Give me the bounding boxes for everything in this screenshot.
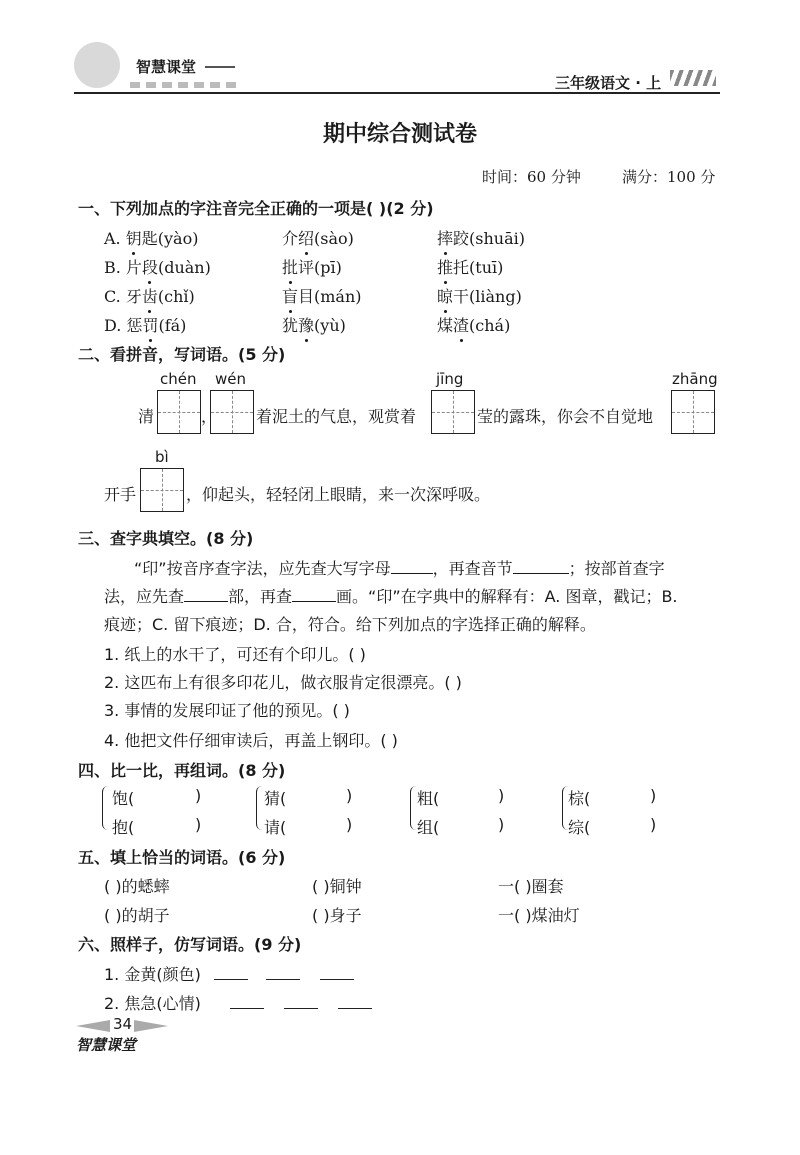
q4-word-1a: 饱( [112,789,135,808]
tianzi-box-5[interactable] [140,468,184,512]
q6-item-2: 2. 焦急(心情) [104,994,201,1013]
q4-word-2b: 请( [264,818,287,837]
page-number: 34 [113,1015,133,1033]
pinyin-jing: jīng [436,370,464,388]
blank-radical[interactable] [184,585,228,602]
q3-para-seg4: 法，应先查 [104,587,185,606]
q2-text-line2: ，仰起头，轻轻闭上眼睛，来一次深呼吸。 [186,485,491,504]
pinyin-bi: bì [155,448,169,466]
q1-heading: 一、下列加点的字注音完全正确的一项是( )(2 分) [78,199,434,218]
q6-item-1: 1. 金黄(颜色) [104,965,201,984]
exam-score: 满分：100 分 [622,168,716,186]
q6-blank-2a[interactable] [230,1008,264,1009]
q4-close-4b: ) [650,815,657,834]
q2-text-kaishou: 开手 [104,485,137,504]
q1-d-1: D. 惩罚(fá) [104,313,186,336]
q6-blank-1b[interactable] [266,979,300,980]
q6-blank-2c[interactable] [338,1008,372,1009]
q3-para-line3: 痕迹；C. 留下痕迹；D. 合，符合。给下列加点的字选择正确的解释。 [104,615,596,634]
q6-blank-1c[interactable] [320,979,354,980]
q1-c-1: C. 牙齿(chǐ) [104,284,195,307]
tianzi-box-4[interactable] [671,390,715,434]
q4-heading: 四、比一比，再组词。(8 分) [78,761,286,780]
q3-para-seg1: “印”按音序查字法，应先查大写字母 [134,559,391,578]
header-brand: 智慧课堂 [136,58,197,76]
q4-brace-2 [256,786,263,830]
q4-word-3b: 组( [417,818,440,837]
q1-c-2: 盲目(mán) [282,284,362,307]
q4-word-3a: 粗( [417,789,440,808]
q2-text-end: 莹的露珠，你会不自觉地 [477,407,654,426]
q1-a-2: 介绍(sào) [282,226,354,249]
q3-para-line2 [104,584,678,607]
q4-close-2a: ) [346,786,353,805]
q3-heading: 三、查字典填空。(8 分) [78,529,254,548]
q5-r2-3: 一( )煤油灯 [498,906,580,925]
q2-text-qing: 清 [138,407,155,426]
q3-para-seg6: 画。“印”在字典中的解释有：A. 图章，戳记；B. [336,587,678,606]
footer-arrow-right-icon [134,1020,168,1032]
blank-letter[interactable] [391,557,433,574]
q6-blank-2b[interactable] [284,1008,318,1009]
q3-item-2: 2. 这匹布上有很多印花儿，做衣服肯定很漂亮。( ) [104,673,462,692]
q4-word-2a: 猜( [264,789,287,808]
q3-para-seg5: 部，再查 [228,587,293,606]
q5-r1-3: 一( )圈套 [498,877,564,896]
pinyin-chen: chén [160,370,197,388]
footer-brand: 智慧课堂 [76,1036,137,1054]
q1-b-1: B. 片段(duàn) [104,255,211,278]
header-logo [74,42,120,88]
q1-b-3: 推托(tuī) [437,255,503,278]
pinyin-zhang: zhāng [672,370,718,388]
q2-comma: ， [201,407,218,426]
q4-brace-1 [102,786,109,830]
exam-time: 时间：60 分钟 [482,168,581,186]
tianzi-box-2[interactable] [210,390,254,434]
q4-close-1b: ) [195,815,202,834]
q4-close-3b: ) [498,815,505,834]
q4-word-4a: 棕( [568,789,591,808]
q6-blank-1a[interactable] [214,979,248,980]
q3-para-seg2: ，再查音节 [432,559,513,578]
q5-r2-2: ( )身子 [312,906,362,925]
q3-para-line1 [134,556,665,579]
header-rule [74,92,720,94]
q4-close-2b: ) [346,815,353,834]
header-bars [130,82,240,88]
tianzi-box-1[interactable] [157,390,201,434]
blank-strokes[interactable] [292,585,336,602]
q4-brace-3 [410,786,417,830]
q5-r1-1: ( )的蟋蟀 [104,877,170,896]
q2-text-mid: 着泥土的气息，观赏着 [256,407,417,426]
page-title: 期中综合测试卷 [322,121,477,147]
q2-heading: 二、看拼音，写词语。(5 分) [78,345,286,364]
q4-close-4a: ) [650,786,657,805]
blank-syllable[interactable] [513,557,569,574]
q5-r2-1: ( )的胡子 [104,906,170,925]
q1-c-3: 晾干(liàng) [437,284,522,307]
q1-b-2: 批评(pī) [282,255,342,278]
header-grade: 三年级语文 · 上 [555,74,662,92]
q1-a-1-rest: 匙(yào) [141,229,199,248]
q4-close-3a: ) [498,786,505,805]
footer-arrow-left-icon [76,1020,110,1032]
q1-d-2: 犹豫(yù) [282,313,346,336]
q4-word-1b: 抱( [112,818,135,837]
q3-para-seg3: ；按部首查字 [568,559,665,578]
q5-r1-2: ( )铜钟 [312,877,362,896]
q3-item-1: 1. 纸上的水干了，可还有个印儿。( ) [104,645,366,664]
q1-a-3: 摔跤(shuāi) [437,226,525,249]
pinyin-wen: wén [215,370,247,388]
q5-heading: 五、填上恰当的词语。(6 分) [78,848,286,867]
q3-item-4: 4. 他把文件仔细审读后，再盖上钢印。( ) [104,731,398,750]
q6-heading: 六、照样子，仿写词语。(9 分) [78,935,302,954]
header-arrow-icon [205,66,235,68]
q1-a-1: A. 钥匙(yào) [104,226,198,249]
q4-close-1a: ) [195,786,202,805]
header-stripes [670,70,716,86]
tianzi-box-3[interactable] [431,390,475,434]
q3-item-3: 3. 事情的发展印证了他的预见。( ) [104,701,350,720]
q1-d-3: 煤渣(chá) [437,313,510,336]
q4-word-4b: 综( [568,818,591,837]
